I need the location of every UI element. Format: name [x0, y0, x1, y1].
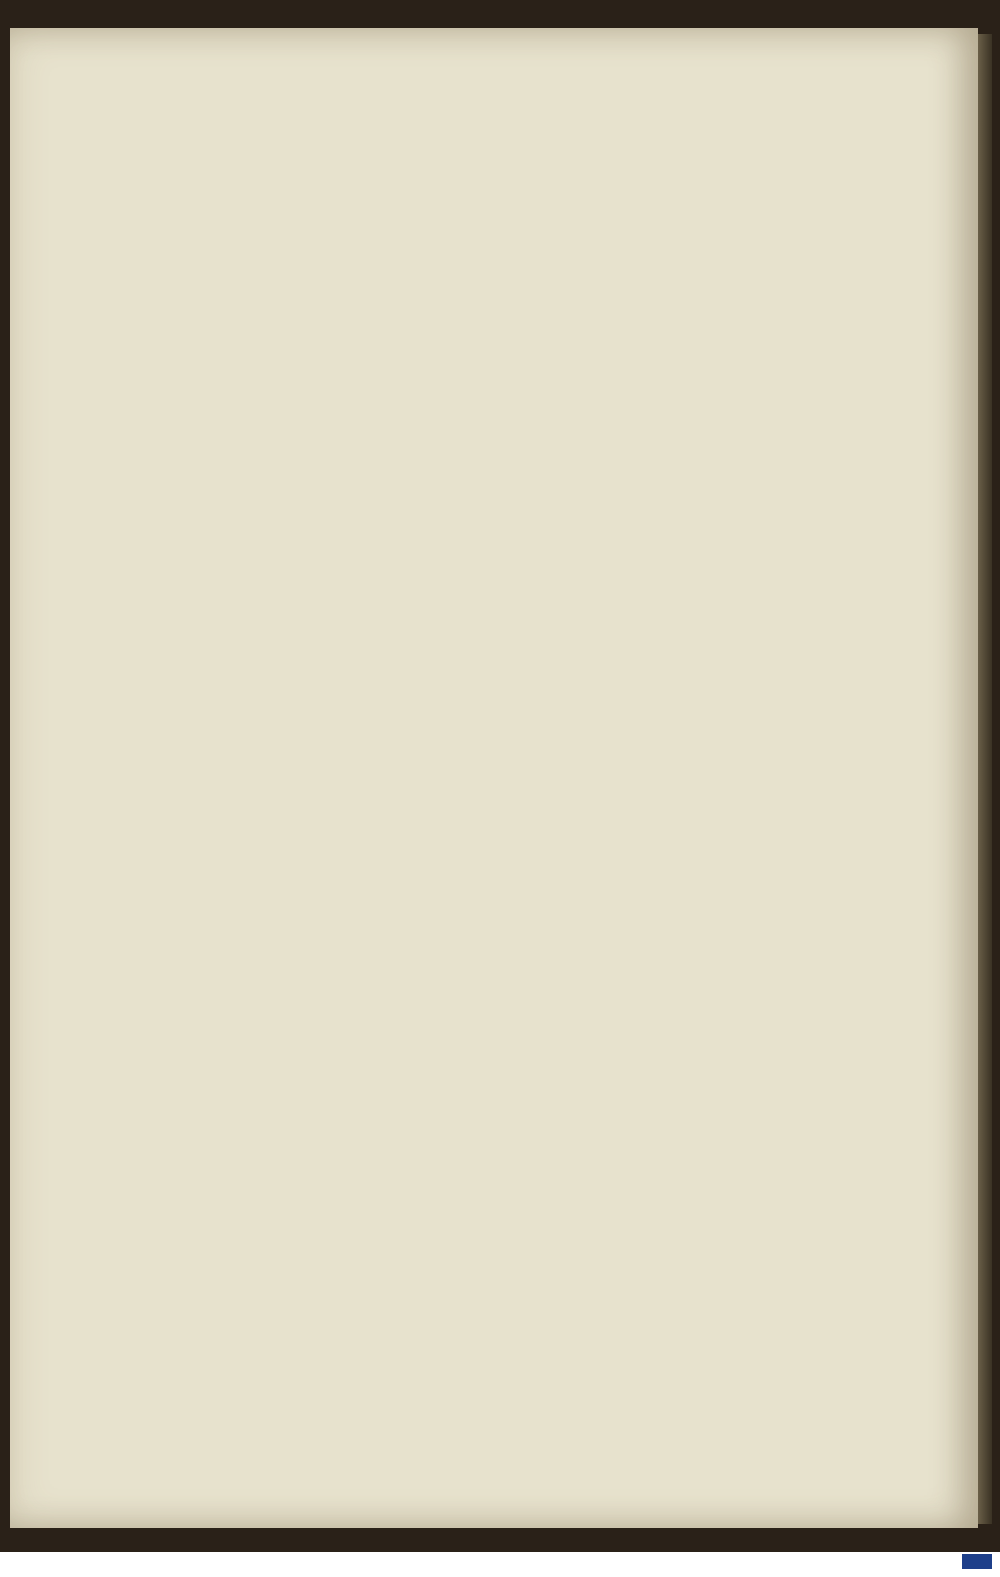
section-letter-q: [66, 84, 758, 144]
catchword: [58, 246, 758, 279]
dfg-logo: [962, 1554, 992, 1569]
running-header: [88, 46, 758, 84]
page-edge: [978, 34, 992, 1524]
footer-bar: [0, 1552, 1000, 1577]
spacer: [58, 144, 758, 158]
section-letter-r: [66, 172, 758, 232]
spacer: [58, 158, 758, 172]
index-text: [58, 46, 758, 279]
spacer: [58, 232, 758, 246]
